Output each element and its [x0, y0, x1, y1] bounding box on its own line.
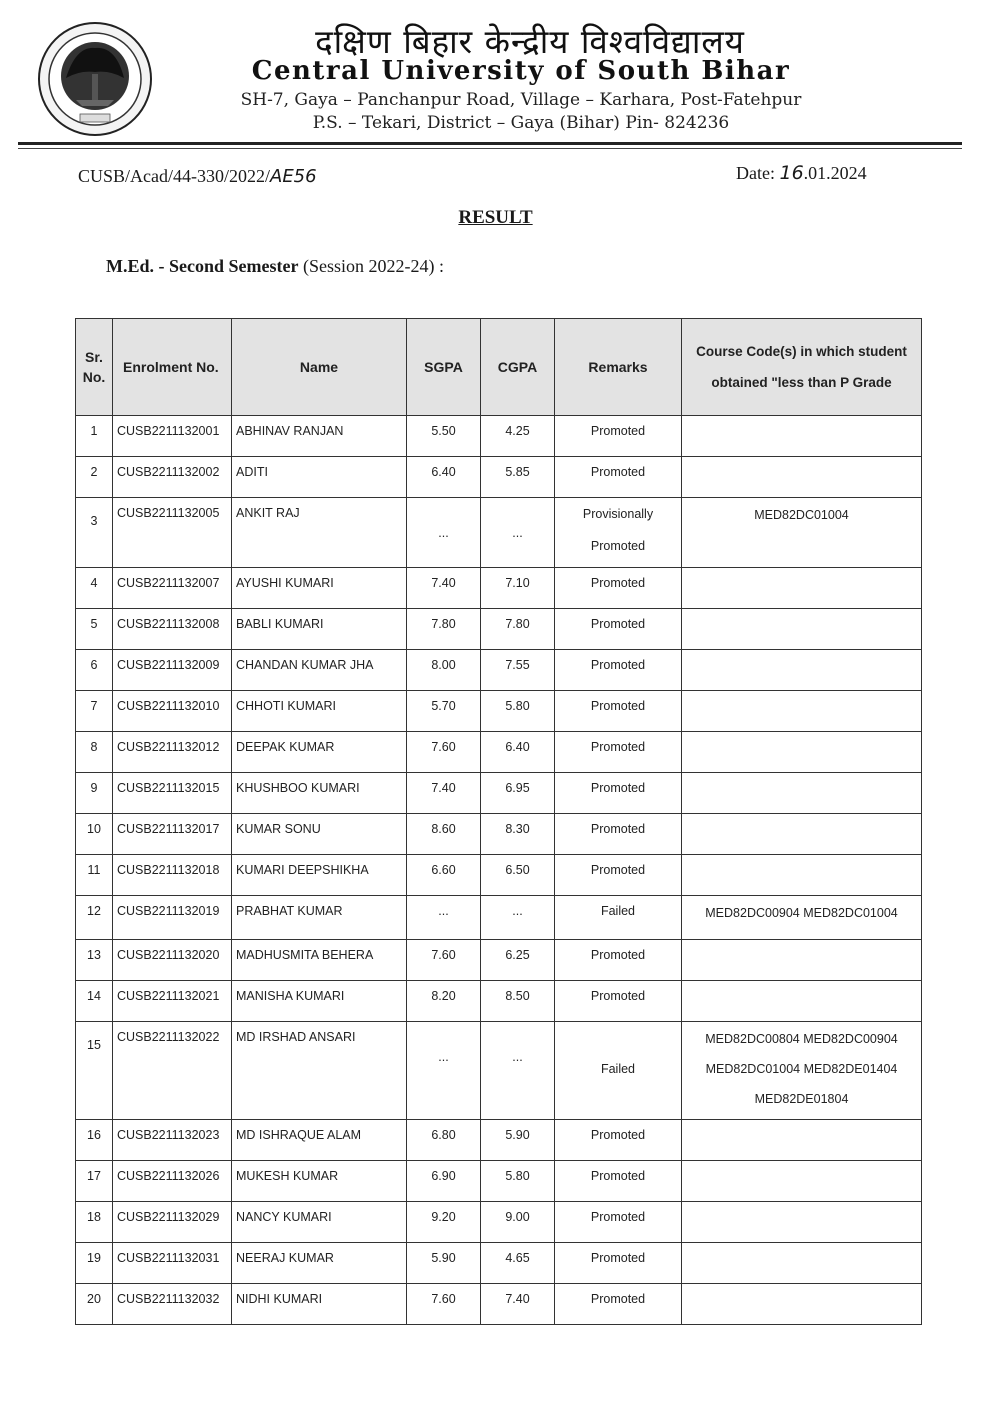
name-cell: MD IRSHAD ANSARI	[232, 1022, 407, 1120]
enrolment-cell: CUSB2211132007	[113, 568, 232, 609]
enrolment-cell: CUSB2211132010	[113, 691, 232, 732]
remarks-cell: Promoted	[555, 732, 682, 773]
cgpa-cell: 4.25	[481, 416, 555, 457]
program-heading	[106, 256, 444, 277]
page-title: RESULT	[458, 207, 533, 228]
enrolment-cell: CUSB2211132021	[113, 981, 232, 1022]
sr-cell: 14	[76, 981, 113, 1022]
cgpa-cell: 6.95	[481, 773, 555, 814]
table-row	[76, 568, 922, 609]
table-row	[76, 1022, 922, 1120]
enrolment-cell: CUSB2211132031	[113, 1243, 232, 1284]
sgpa-cell: 5.70	[407, 691, 481, 732]
enrolment-cell: CUSB2211132020	[113, 940, 232, 981]
sr-cell: 19	[76, 1243, 113, 1284]
table-row	[76, 1243, 922, 1284]
name-cell: ADITI	[232, 457, 407, 498]
remarks-cell: Promoted	[555, 1243, 682, 1284]
sr-cell: 6	[76, 650, 113, 691]
table-row	[76, 691, 922, 732]
name-cell: ABHINAV RANJAN	[232, 416, 407, 457]
remarks-cell: Promoted	[555, 1161, 682, 1202]
course-codes-cell	[682, 855, 922, 896]
sgpa-cell: 8.20	[407, 981, 481, 1022]
remarks-cell: Promoted	[555, 1202, 682, 1243]
remarks-cell: Promoted	[555, 568, 682, 609]
cgpa-cell: 6.25	[481, 940, 555, 981]
sr-cell: 7	[76, 691, 113, 732]
table-row	[76, 940, 922, 981]
table-row	[76, 650, 922, 691]
course-codes-cell	[682, 650, 922, 691]
enrolment-cell: CUSB2211132001	[113, 416, 232, 457]
table-row	[76, 609, 922, 650]
table-row	[76, 814, 922, 855]
program-name: M.Ed. - Second Semester	[106, 256, 299, 276]
sr-cell: 18	[76, 1202, 113, 1243]
cgpa-cell: 5.80	[481, 691, 555, 732]
table-row	[76, 1120, 922, 1161]
reference-prefix: CUSB/Acad/44-330/2022/	[78, 166, 270, 186]
remarks-cell: Promoted	[555, 855, 682, 896]
sr-cell: 20	[76, 1284, 113, 1325]
sr-cell: 13	[76, 940, 113, 981]
table-row	[76, 1161, 922, 1202]
enrolment-cell: CUSB2211132032	[113, 1284, 232, 1325]
cgpa-cell: 8.30	[481, 814, 555, 855]
table-row	[76, 981, 922, 1022]
remarks-cell: Promoted	[555, 609, 682, 650]
sgpa-cell: ...	[407, 896, 481, 940]
table-row	[76, 732, 922, 773]
table-row	[76, 855, 922, 896]
header-divider-thin	[18, 148, 962, 149]
sr-cell: 12	[76, 896, 113, 940]
sr-cell: 2	[76, 457, 113, 498]
sgpa-cell: 6.90	[407, 1161, 481, 1202]
sgpa-cell: 5.50	[407, 416, 481, 457]
name-cell: NANCY KUMARI	[232, 1202, 407, 1243]
enrolment-cell: CUSB2211132018	[113, 855, 232, 896]
remarks-cell: Promoted	[555, 1284, 682, 1325]
name-cell: ANKIT RAJ	[232, 498, 407, 568]
cgpa-cell: ...	[481, 1022, 555, 1120]
sr-cell: 9	[76, 773, 113, 814]
sr-cell: 11	[76, 855, 113, 896]
address-line-1: SH-7, Gaya – Panchanpur Road, Village – Karhara, Post-Fatehpur	[240, 90, 802, 110]
cgpa-cell: 7.40	[481, 1284, 555, 1325]
remarks-cell: Promoted	[555, 981, 682, 1022]
sgpa-cell: 7.40	[407, 568, 481, 609]
table-row	[76, 457, 922, 498]
course-codes-cell	[682, 457, 922, 498]
result-table-body	[76, 416, 922, 1325]
course-codes-cell	[682, 1243, 922, 1284]
enrolment-cell: CUSB2211132023	[113, 1120, 232, 1161]
enrolment-cell: CUSB2211132026	[113, 1161, 232, 1202]
cgpa-cell: ...	[481, 896, 555, 940]
name-cell: BABLI KUMARI	[232, 609, 407, 650]
remarks-cell: Provisionally Promoted	[555, 498, 682, 568]
name-cell: CHANDAN KUMAR JHA	[232, 650, 407, 691]
course-codes-cell	[682, 609, 922, 650]
course-codes-cell	[682, 814, 922, 855]
university-name-hindi: दक्षिण बिहार केन्द्रीय विश्वविद्यालय	[315, 22, 745, 61]
sgpa-cell: ...	[407, 1022, 481, 1120]
course-codes-cell	[682, 691, 922, 732]
cgpa-cell: 6.50	[481, 855, 555, 896]
date-rest: .01.2024	[803, 163, 867, 183]
table-row	[76, 773, 922, 814]
cgpa-cell: 6.40	[481, 732, 555, 773]
enrolment-cell: CUSB2211132009	[113, 650, 232, 691]
sgpa-cell: 7.60	[407, 1284, 481, 1325]
cgpa-cell: 7.80	[481, 609, 555, 650]
enrolment-cell: CUSB2211132008	[113, 609, 232, 650]
cgpa-cell: 9.00	[481, 1202, 555, 1243]
cgpa-cell: 5.80	[481, 1161, 555, 1202]
course-codes-cell: MED82DC00804 MED82DC00904 MED82DC01004 MED82DE01404 MED82DE01804	[682, 1022, 922, 1120]
sr-cell: 17	[76, 1161, 113, 1202]
enrolment-cell: CUSB2211132005	[113, 498, 232, 568]
table-row	[76, 416, 922, 457]
col-header-sr: Sr. No.	[76, 319, 113, 416]
address-line-2: P.S. – Tekari, District – Gaya (Bihar) Pin- 824236	[312, 113, 730, 133]
name-cell: MD ISHRAQUE ALAM	[232, 1120, 407, 1161]
cgpa-cell: 4.65	[481, 1243, 555, 1284]
sgpa-cell: 8.60	[407, 814, 481, 855]
enrolment-cell: CUSB2211132002	[113, 457, 232, 498]
table-row	[76, 896, 922, 940]
sgpa-cell: 6.40	[407, 457, 481, 498]
name-cell: KUMARI DEEPSHIKHA	[232, 855, 407, 896]
sgpa-cell: 6.60	[407, 855, 481, 896]
remarks-cell: Promoted	[555, 416, 682, 457]
course-codes-cell	[682, 981, 922, 1022]
enrolment-cell: CUSB2211132022	[113, 1022, 232, 1120]
name-cell: NIDHI KUMARI	[232, 1284, 407, 1325]
col-header-remarks: Remarks	[555, 319, 682, 416]
sr-cell: 16	[76, 1120, 113, 1161]
sr-cell: 1	[76, 416, 113, 457]
course-codes-cell: MED82DC00904 MED82DC01004	[682, 896, 922, 940]
cgpa-cell: 5.90	[481, 1120, 555, 1161]
course-codes-cell	[682, 940, 922, 981]
course-codes-cell: MED82DC01004	[682, 498, 922, 568]
remarks-cell: Promoted	[555, 691, 682, 732]
cgpa-cell: 7.55	[481, 650, 555, 691]
name-cell: CHHOTI KUMARI	[232, 691, 407, 732]
sgpa-cell: 5.90	[407, 1243, 481, 1284]
cgpa-cell: 5.85	[481, 457, 555, 498]
sgpa-cell: 9.20	[407, 1202, 481, 1243]
course-codes-cell	[682, 1284, 922, 1325]
university-logo	[36, 20, 154, 138]
table-row	[76, 1284, 922, 1325]
enrolment-cell: CUSB2211132019	[113, 896, 232, 940]
course-codes-cell	[682, 1202, 922, 1243]
col-header-enrolment: Enrolment No.	[113, 319, 232, 416]
name-cell: PRABHAT KUMAR	[232, 896, 407, 940]
date-handwritten-day: 16	[779, 162, 804, 184]
sr-cell: 10	[76, 814, 113, 855]
name-cell: MUKESH KUMAR	[232, 1161, 407, 1202]
sr-cell: 4	[76, 568, 113, 609]
remarks-cell: Promoted	[555, 773, 682, 814]
remarks-cell: Promoted	[555, 457, 682, 498]
course-codes-cell	[682, 568, 922, 609]
name-cell: DEEPAK KUMAR	[232, 732, 407, 773]
name-cell: MANISHA KUMARI	[232, 981, 407, 1022]
name-cell: KHUSHBOO KUMARI	[232, 773, 407, 814]
remarks-cell: Promoted	[555, 650, 682, 691]
table-header-row	[76, 319, 922, 416]
course-codes-cell	[682, 416, 922, 457]
sgpa-cell: 7.60	[407, 940, 481, 981]
sgpa-cell: 6.80	[407, 1120, 481, 1161]
sr-cell: 15	[76, 1022, 113, 1120]
cgpa-cell: ...	[481, 498, 555, 568]
enrolment-cell: CUSB2211132015	[113, 773, 232, 814]
session-label: (Session 2022-24) :	[298, 256, 444, 276]
cgpa-cell: 8.50	[481, 981, 555, 1022]
name-cell: NEERAJ KUMAR	[232, 1243, 407, 1284]
sr-cell: 5	[76, 609, 113, 650]
remarks-cell: Promoted	[555, 814, 682, 855]
cgpa-cell: 7.10	[481, 568, 555, 609]
course-codes-cell	[682, 1161, 922, 1202]
col-header-name: Name	[232, 319, 407, 416]
header-divider	[18, 142, 962, 145]
enrolment-cell: CUSB2211132012	[113, 732, 232, 773]
document-date	[736, 162, 867, 184]
col-header-course-codes: Course Code(s) in which student obtained "less than P Grade	[682, 319, 922, 416]
sgpa-cell: 8.00	[407, 650, 481, 691]
table-row	[76, 498, 922, 568]
sgpa-cell: 7.60	[407, 732, 481, 773]
sgpa-cell: 7.40	[407, 773, 481, 814]
col-header-cgpa: CGPA	[481, 319, 555, 416]
remarks-cell: Failed	[555, 1022, 682, 1120]
remarks-cell: Failed	[555, 896, 682, 940]
enrolment-cell: CUSB2211132029	[113, 1202, 232, 1243]
sgpa-cell: 7.80	[407, 609, 481, 650]
name-cell: AYUSHI KUMARI	[232, 568, 407, 609]
remarks-cell: Promoted	[555, 1120, 682, 1161]
remarks-cell: Promoted	[555, 940, 682, 981]
enrolment-cell: CUSB2211132017	[113, 814, 232, 855]
date-label: Date:	[736, 163, 780, 183]
course-codes-cell	[682, 773, 922, 814]
course-codes-cell	[682, 1120, 922, 1161]
sgpa-cell: ...	[407, 498, 481, 568]
sr-cell: 3	[76, 498, 113, 568]
reference-number	[78, 166, 317, 187]
col-header-sgpa: SGPA	[407, 319, 481, 416]
sr-cell: 8	[76, 732, 113, 773]
name-cell: MADHUSMITA BEHERA	[232, 940, 407, 981]
result-table	[75, 318, 922, 1325]
name-cell: KUMAR SONU	[232, 814, 407, 855]
course-codes-cell	[682, 732, 922, 773]
table-row	[76, 1202, 922, 1243]
university-name-english: Central University of South Bihar	[251, 56, 791, 86]
reference-handwritten: AE56	[270, 166, 317, 187]
